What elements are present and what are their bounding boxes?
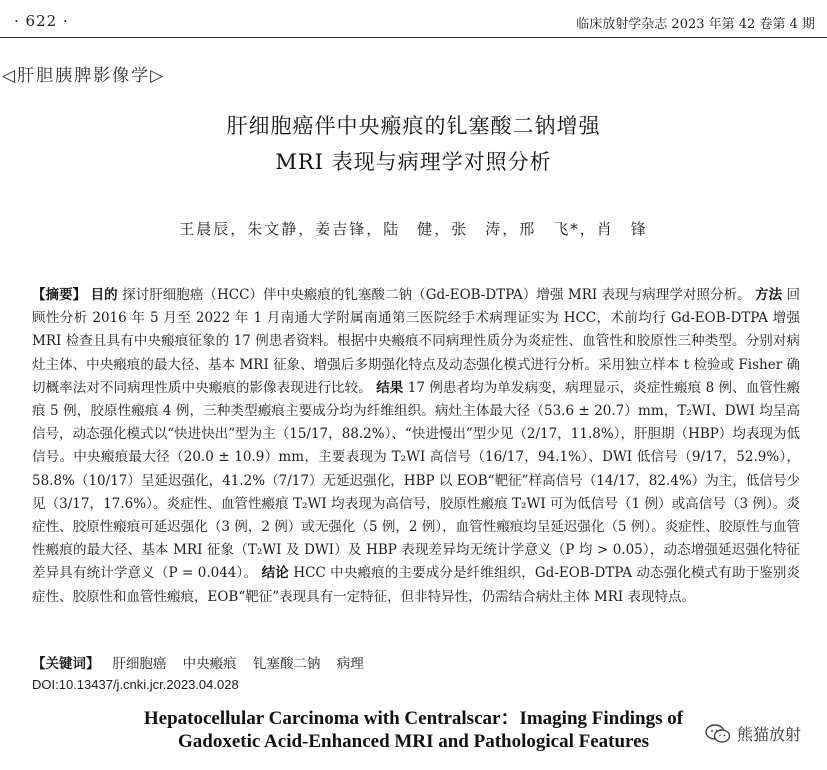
keyword: 钆塞酸二钠: [252, 656, 321, 672]
objective-label: 目的: [90, 287, 118, 303]
header-divider: [0, 37, 827, 38]
methods-label: 方法: [755, 287, 783, 303]
page-number: · 622 ·: [14, 12, 69, 30]
article-title-line-1: 肝细胞癌伴中央瘢痕的钆塞酸二钠增强: [226, 114, 601, 138]
article-title-line-2: MRI 表现与病理学对照分析: [275, 150, 552, 174]
objective-text: 探讨肝细胞癌（HCC）伴中央瘢痕的钆塞酸二钠（Gd-EOB-DTPA）增强 MRI 表现与病理学对照分析。: [122, 287, 751, 303]
abstract-label: 【摘要】: [32, 287, 87, 303]
english-title-line-2: Gadoxetic Acid-Enhanced MRI and Pathological Features: [178, 731, 649, 752]
english-title-line-1: Hepatocellular Carcinoma with Centralscar：Imaging Findings of: [143, 708, 684, 729]
methods-text: 回顾性分析 2016 年 5 月至 2022 年 1 月南通大学附属南通第三医院经手术病理证实为 HCC，术前均行 Gd-EOB-DTPA 增强 MRI 检查且具有中央瘢痕征象的 17 例患者资料。根据中央瘢痕不同病理性质分为炎症性、血管性和胶原性三种类型。分别对病灶主体、中央瘢痕的最大径、基本 MRI 征象、增强后多期强化特点及动态强化模式进行分析。采用独立样本 t 检验或 Fisher 确切概率法对不同病理性质中央瘢痕的影像表现进行比较。: [32, 287, 801, 396]
journal-header: 临床放射学杂志 2023 年第 42 卷第 4 期: [576, 17, 815, 32]
author-list: 王晨辰，朱文静，姜吉锋，陆 健，张 涛，邢 飞*，肖 锋: [179, 220, 648, 238]
column-section-label: ◁肝胆胰脾影像学▷: [2, 66, 166, 86]
conclusion-text: HCC 中央瘢痕的主要成分是纤维组织，Gd-EOB-DTPA 动态强化模式有助于鉴别炎症性、胶原性和血管性瘢痕，EOB“靶征”表现具有一定特征，但非特异性，仍需结合病灶主体 MRI 表现特点。: [32, 565, 801, 605]
results-label: 结果: [376, 379, 404, 396]
keywords: [32, 652, 376, 672]
wechat-icon: [705, 724, 731, 744]
keywords-label: 【关键词】: [32, 656, 100, 672]
watermark-text: 熊猫放射: [736, 725, 801, 744]
abstract: [32, 284, 800, 609]
keyword: 病理: [336, 656, 364, 672]
keyword: 中央瘢痕: [182, 656, 237, 672]
keyword: 肝细胞癌: [112, 656, 167, 672]
results-text: 17 例患者均为单发病变，病理显示，炎症性瘢痕 8 例、血管性瘢痕 5 例，胶原性瘢痕 4 例，三种类型瘢痕主要成分均为纤维组织。病灶主体最大径（53.6 ± 20.7）mm，T₂WI、DWI 均呈高信号，动态强化模式以“快进快出”型为主（15/17，88.2%）、“快进慢出”型少见（2/17，11.8%），肝胆期（HBP）均表现为低信号。中央瘢痕最大径（20.0 ± 10.9）mm，主要表现为 T₂WI 高信号（16/17，94.1%）、DWI 低信号（9/17，52.9%），58.8%（10/17）呈延迟强化，41.2%（7/17）无延迟强化，HBP 以 EOB“靶征”样高信号（14/17，82.4%）为主，低信号少见（3/17，17.6%）。炎症性、血管性瘢痕 T₂WI 均表现为高信号，胶原性瘢痕 T₂WI 可为低信号（1 例）或高信号（3 例）。炎症性、胶原性瘢痕可延迟强化（3 例，2 例）或无强化（5 例，2 例），血管性瘢痕均呈延迟强化（5 例）。炎症性、胶原性与血管性瘢痕的最大径、基本 MRI 征象（T₂WI 及 DWI）及 HBP 表现差异均无统计学意义（P 均 > 0.05），动态增强延迟强化特征差异具有统计学意义（P = 0.044）。: [32, 379, 801, 582]
doi[interactable]: DOI:10.13437/j.cnki.jcr.2023.04.028: [32, 677, 239, 692]
watermark: [705, 722, 801, 745]
conclusion-label: 结论: [261, 565, 289, 582]
